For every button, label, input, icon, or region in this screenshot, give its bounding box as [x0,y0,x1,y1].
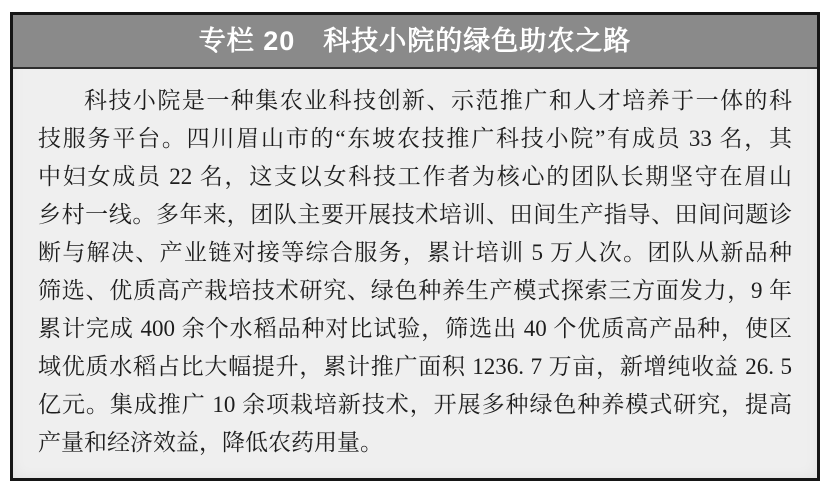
body-text-line: 产量和经济效益，降低农药用量。 [38,430,383,455]
body-text-line: 乡村一线。多年来，团队主要开展技术培训、田间生产指导、田间问题诊 [38,202,792,227]
column-title: 专栏 20 科技小院的绿色助农之路 [198,25,632,56]
body-text-line: 断与解决、产业链对接等综合服务，累计培训 5 万人次。团队从新品种 [38,240,792,265]
body-text-line: 中妇女成员 22 名，这支以女科技工作者为核心的团队长期坚守在眉山 [38,164,792,189]
body-text-line: 技服务平台。四川眉山市的“东坡农技推广科技小院”有成员 33 名，其 [38,126,792,151]
column-header-bar [13,15,817,69]
body-text-line: 亿元。集成推广 10 余项栽培新技术，开展多种绿色种养模式研究，提高 [38,392,792,417]
column-body [13,69,817,462]
column-box [10,12,820,481]
body-text-line: 科技小院是一种集农业科技创新、示范推广和人才培养于一体的科 [84,88,792,113]
body-text-line: 累计完成 400 余个水稻品种对比试验，筛选出 40 个优质高产品种，使区 [38,316,792,341]
body-text-line: 域优质水稻占比大幅提升，累计推广面积 1236. 7 万亩，新增纯收益 26. 5 [38,354,792,379]
body-text-line: 筛选、优质高产栽培技术研究、绿色种养生产模式探索三方面发力，9 年 [38,278,792,303]
